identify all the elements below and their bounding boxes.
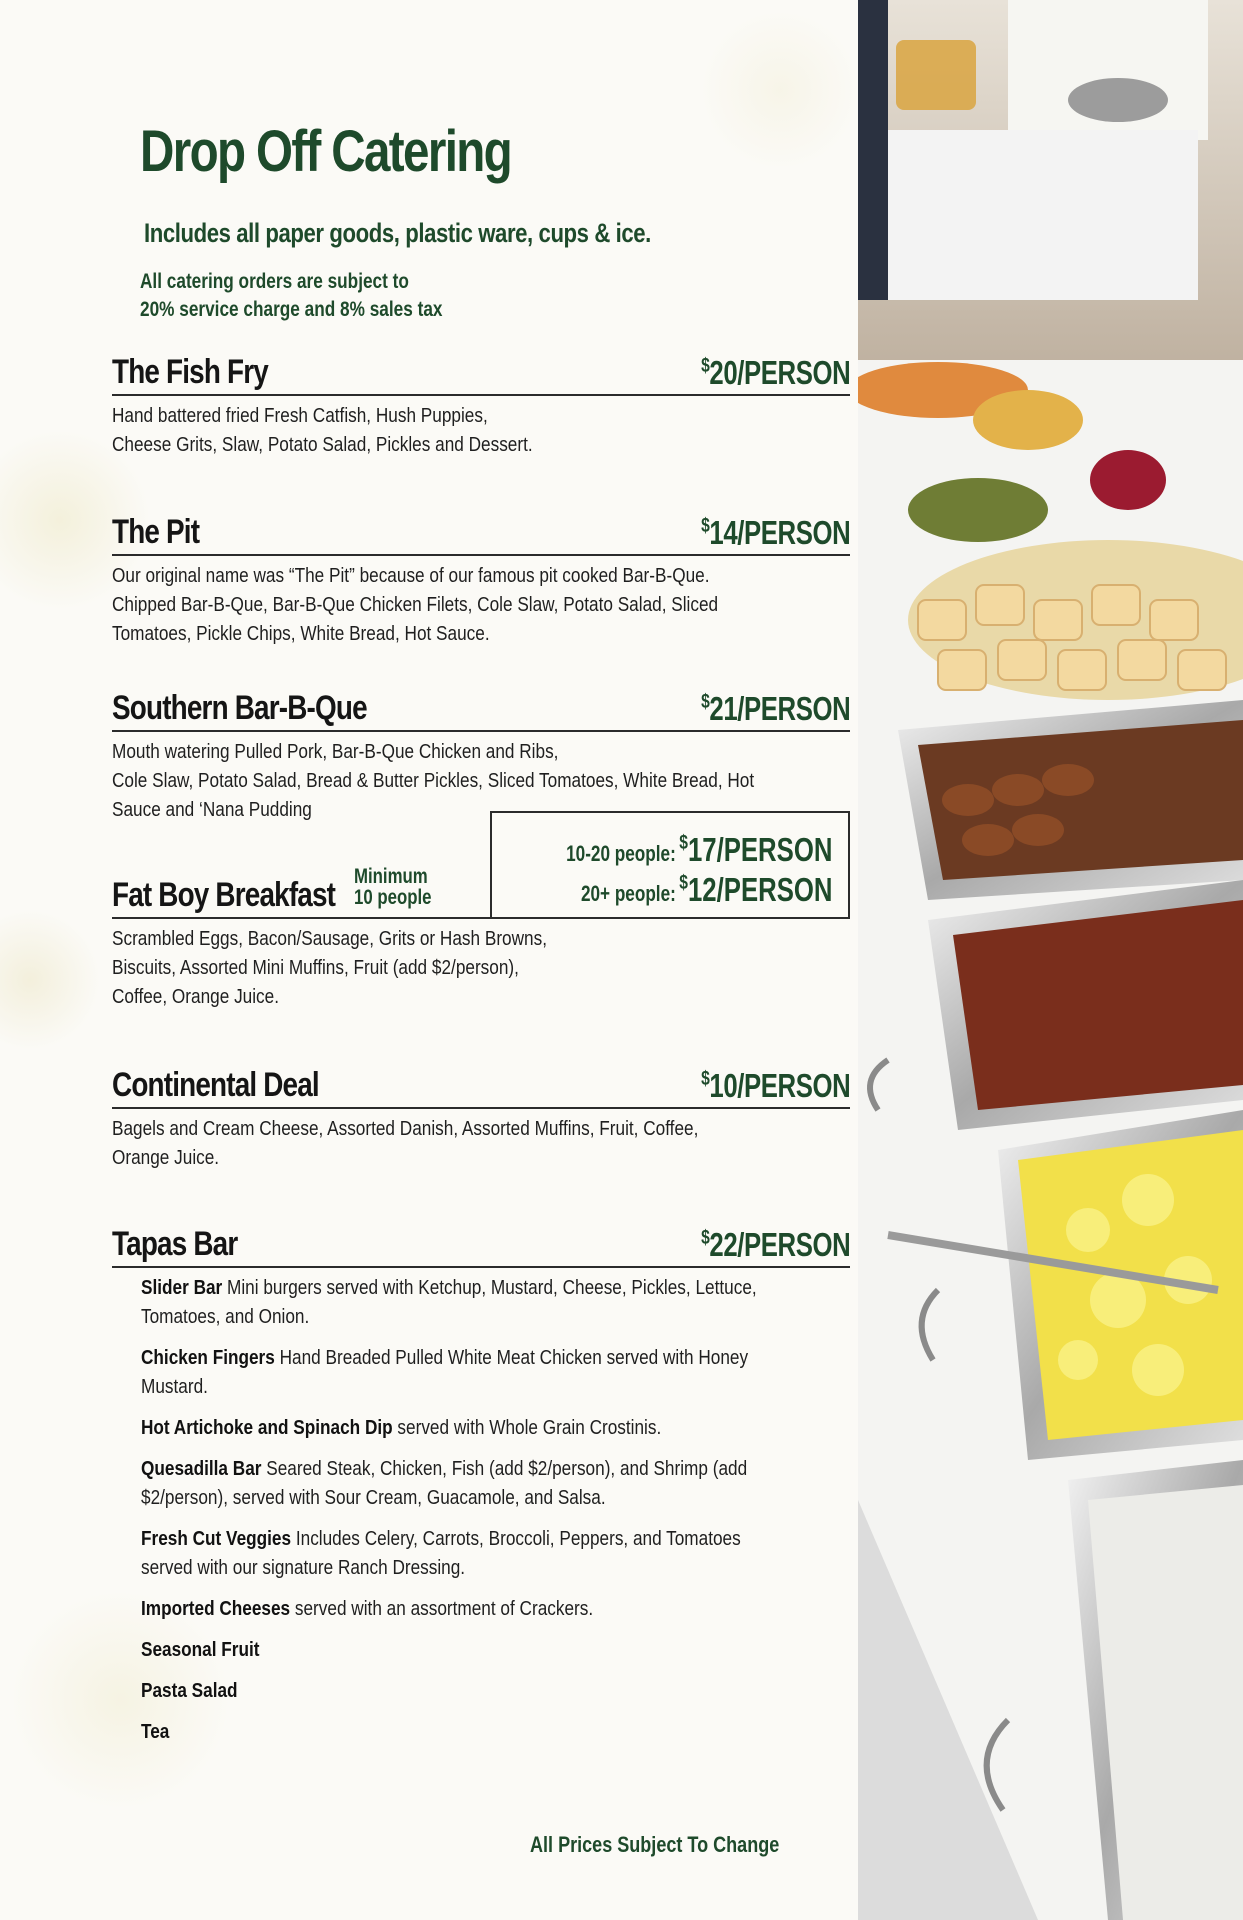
section-the-pit	[112, 510, 850, 649]
section-name: Tapas Bar	[112, 1225, 238, 1263]
tapas-item-seasonal-fruit: Seasonal Fruit	[141, 1639, 260, 1661]
section-description: Mouth watering Pulled Pork, Bar-B-Que Chicken and Ribs, Cole Slaw, Potato Salad, Bread & Butter Pickles, Sliced Tomatoes, White Bread, Hot Sauce and ‘Nana Pudding	[112, 741, 755, 821]
page-subtitle: Includes all paper goods, plastic ware, cups & ice.	[144, 218, 651, 248]
section-price: $22/PERSON	[700, 1226, 850, 1263]
section-price: $10/PERSON	[700, 1067, 850, 1104]
tapas-item-pasta-salad: Pasta Salad	[141, 1680, 238, 1702]
section-price: $21/PERSON	[700, 690, 850, 727]
section-description: Bagels and Cream Cheese, Assorted Danish, Assorted Muffins, Fruit, Coffee, Orange Juice.	[112, 1118, 699, 1169]
breakfast-tier-1: 10-20 people: $17/PERSON	[565, 831, 832, 868]
section-fish-fry	[112, 350, 850, 460]
section-fat-boy-breakfast	[112, 873, 850, 1012]
section-header	[112, 1063, 850, 1109]
section-header	[112, 873, 850, 919]
tapas-item-imported-cheeses: Imported Cheeses served with an assortment of Crackers.	[141, 1598, 594, 1620]
section-name: Continental Deal	[112, 1066, 319, 1104]
buffet-table-photo	[858, 0, 1243, 1920]
service-notice: All catering orders are subject to 20% service charge and 8% sales tax	[140, 270, 443, 321]
buffet-illustration	[858, 0, 1243, 1920]
section-header	[112, 510, 850, 556]
section-header	[112, 350, 850, 396]
section-header	[112, 686, 850, 732]
page-title: Drop Off Catering	[140, 119, 512, 184]
section-name: The Fish Fry	[112, 353, 268, 391]
tapas-item-artichoke-dip: Hot Artichoke and Spinach Dip served with Whole Grain Crostinis.	[141, 1417, 662, 1439]
section-price: $14/PERSON	[700, 514, 850, 551]
tapas-list	[112, 1274, 850, 1747]
section-description: Scrambled Eggs, Bacon/Sausage, Grits or Hash Browns, Biscuits, Assorted Mini Muffins, Fruit (add $2/person), Coffee, Orange Juice.	[112, 928, 547, 1008]
tapas-item-fresh-veggies: Fresh Cut Veggies Includes Celery, Carrots, Broccoli, Peppers, and Tomatoes served with our signature Ranch Dressing.	[141, 1528, 741, 1579]
breakfast-minimum-note: Minimum 10 people	[354, 865, 432, 909]
section-description: Our original name was “The Pit” because of our famous pit cooked Bar-B-Que. Chipped Bar-B-Que, Bar-B-Que Chicken Filets, Cole Slaw, Potato Salad, Sliced Tomatoes, Pickle Chips, White Bread, Hot Sauce.	[112, 565, 719, 645]
tapas-item-chicken-fingers: Chicken Fingers Hand Breaded Pulled White Meat Chicken served with Honey Mustard.	[141, 1347, 749, 1398]
section-name: Fat Boy Breakfast	[112, 876, 336, 914]
tapas-item-quesadilla-bar: Quesadilla Bar Seared Steak, Chicken, Fish (add $2/person), and Shrimp (add $2/person), served with Sour Cream, Guacamole, and Salsa.	[141, 1458, 748, 1509]
section-description: Hand battered fried Fresh Catfish, Hush Puppies, Cheese Grits, Slaw, Potato Salad, Pickles and Dessert.	[112, 405, 533, 456]
breakfast-tier-2: 20+ people: $12/PERSON	[580, 871, 832, 908]
section-continental-deal	[112, 1063, 850, 1173]
section-tapas-bar	[112, 1222, 850, 1759]
section-southern-bbq	[112, 686, 850, 825]
tapas-item-tea: Tea	[141, 1721, 170, 1743]
section-header	[112, 1222, 850, 1268]
footer-note: All Prices Subject To Change	[530, 1832, 780, 1857]
section-name: The Pit	[112, 513, 200, 551]
section-name: Southern Bar-B-Que	[112, 689, 367, 727]
tapas-item-slider-bar: Slider Bar Mini burgers served with Ketchup, Mustard, Cheese, Pickles, Lettuce, Tomatoes, and Onion.	[141, 1277, 757, 1328]
section-price: $20/PERSON	[700, 354, 850, 391]
